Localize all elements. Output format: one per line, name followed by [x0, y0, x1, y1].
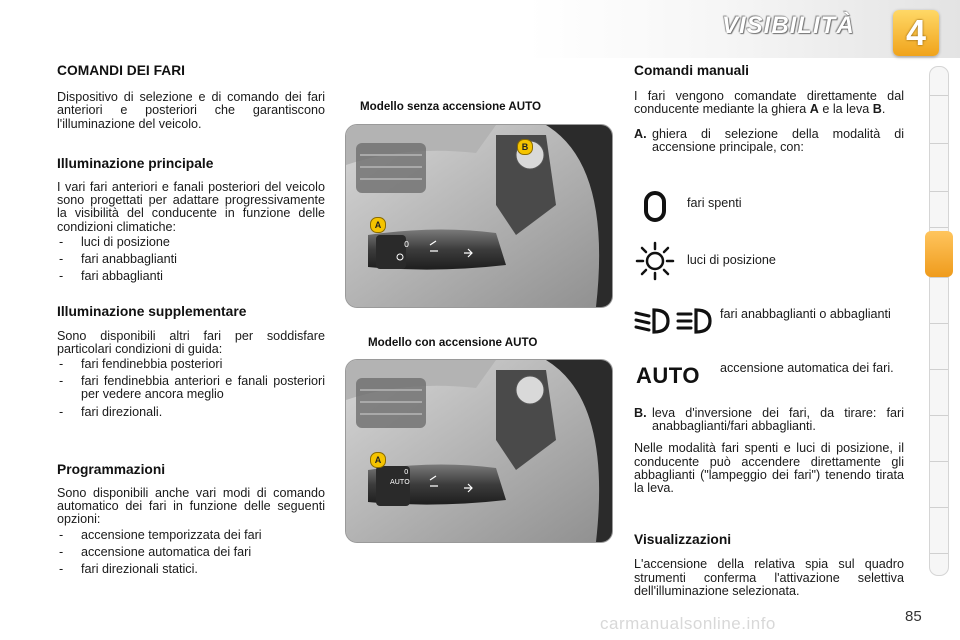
item-a-text: ghiera di selezione della modalità di accensione principale, con: — [652, 126, 904, 154]
mode-text-beam: fari anabbaglianti o abbaglianti — [720, 307, 891, 321]
list-item: - fari abbaglianti — [57, 270, 325, 283]
lights-off-icon — [640, 190, 670, 224]
manual-controls-heading: Comandi manuali — [634, 63, 749, 78]
tab-divider — [930, 143, 948, 144]
tab-divider — [930, 369, 948, 370]
list-item: - fari direzionali statici. — [57, 563, 325, 576]
intro-letter-a: A — [809, 102, 819, 117]
intro-text: I fari vengono comandate direttamente dal conducente mediante la ghiera — [634, 89, 904, 117]
tab-divider — [930, 227, 948, 228]
mode-text-auto: accensione automatica dei fari. — [720, 361, 894, 375]
stalk-illustration — [346, 360, 612, 542]
item-a — [634, 128, 904, 154]
label-a-marker: A — [370, 217, 386, 233]
mode-row-off — [640, 190, 670, 224]
chapter-number: 4 — [905, 12, 927, 53]
list-item: - accensione temporizzata dei fari — [57, 529, 325, 542]
item-b — [634, 407, 904, 433]
programming-list — [57, 529, 325, 577]
extra-lighting-heading: Illuminazione supplementare — [57, 304, 247, 320]
list-item: - luci di posizione — [57, 236, 325, 249]
tab-divider — [930, 553, 948, 554]
main-lighting-text: I vari fari anteriori e fanali posteriori del veicolo sono progettati per adattare progressivamente la visibilità del conducente in funzione delle condizioni climatiche: — [57, 180, 325, 234]
column-left — [57, 60, 325, 580]
intro-paragraph: Dispositivo di selezione e di comando dei fari anteriori e posteriori che garantiscono l'illuminazione del veicolo. — [57, 90, 325, 131]
list-item: - fari fendinebbia posteriori — [57, 358, 325, 371]
main-lighting-heading: Illuminazione principale — [57, 155, 214, 171]
position-lights-icon — [634, 241, 676, 281]
tab-divider — [930, 277, 948, 278]
tab-divider — [930, 323, 948, 324]
item-b-letter: B. — [634, 406, 647, 420]
stalk-mark-auto: AUTO — [390, 478, 410, 486]
flash-note: Nelle modalità fari spenti e luci di posizione, il conducente può accendere direttamente gli abbaglianti ("lampeggio dei fari") tenendo tirata la leva. — [634, 441, 904, 496]
stalk-illustration — [346, 125, 612, 307]
tab-divider — [930, 461, 948, 462]
programming-heading: Programmazioni — [57, 461, 166, 477]
chapter-title: VISIBILITÀ — [722, 12, 855, 39]
section-title: COMANDI DEI FARI — [57, 63, 186, 78]
intro-letter-b: B — [872, 102, 882, 117]
manual-controls-intro — [634, 90, 904, 116]
chapter-tab-strip — [929, 66, 949, 576]
watermark: carmanualsonline.info — [600, 614, 776, 633]
display-text: L'accensione della relativa spia sul quadro strumenti conferma l'attivazione selettiva dell'illuminazione selezionata. — [634, 557, 904, 598]
mode-row-position — [634, 241, 676, 281]
dipped-main-beam-icon — [634, 304, 714, 338]
item-a-letter: A. — [634, 126, 647, 141]
tab-divider — [930, 507, 948, 508]
photo-caption-auto: Modello con accensione AUTO — [368, 336, 538, 349]
mode-text-off: fari spenti — [687, 196, 742, 210]
programming-text: Sono disponibili anche vari modi di comando automatico dei fari in funzione delle seguenti opzioni: — [57, 486, 325, 527]
tab-divider — [930, 415, 948, 416]
photo-caption-no-auto: Modello senza accensione AUTO — [360, 100, 542, 113]
tab-divider — [930, 191, 948, 192]
stalk-mark-off: 0 — [404, 468, 409, 476]
list-item: - fari anabbaglianti — [57, 253, 325, 266]
auto-icon: AUTO — [636, 363, 700, 388]
label-a-marker: A — [370, 452, 386, 468]
stalk-photo-auto — [345, 359, 613, 543]
mode-text-position: luci di posizione — [687, 253, 776, 267]
intro-text: e la leva — [818, 102, 873, 117]
page-number: 85 — [905, 608, 922, 625]
list-item: - fari fendinebbia anteriori e fanali posteriori per vedere ancora meglio — [57, 375, 325, 401]
display-heading: Visualizzazioni — [634, 532, 732, 548]
stalk-photo-no-auto — [345, 124, 613, 308]
column-right-lower — [634, 407, 904, 598]
extra-lighting-text: Sono disponibili altri fari per soddisfare particolari condizioni di guida: — [57, 328, 325, 356]
label-b-marker: B — [517, 139, 533, 155]
chapter-badge — [893, 10, 939, 56]
mode-row-auto — [636, 363, 700, 389]
intro-text: . — [881, 102, 886, 117]
stalk-mark-off: 0 — [404, 240, 410, 249]
active-chapter-tab[interactable] — [925, 231, 953, 277]
item-b-text: leva d'inversione dei fari, da tirare: fari anabbaglianti/fari abbaglianti. — [652, 406, 904, 434]
list-item: - fari direzionali. — [57, 406, 325, 419]
main-lighting-list — [57, 236, 325, 284]
tab-divider — [930, 95, 948, 96]
extra-lighting-list — [57, 358, 325, 419]
list-item: - accensione automatica dei fari — [57, 546, 325, 559]
mode-row-beam — [634, 304, 714, 338]
column-right — [634, 60, 904, 154]
